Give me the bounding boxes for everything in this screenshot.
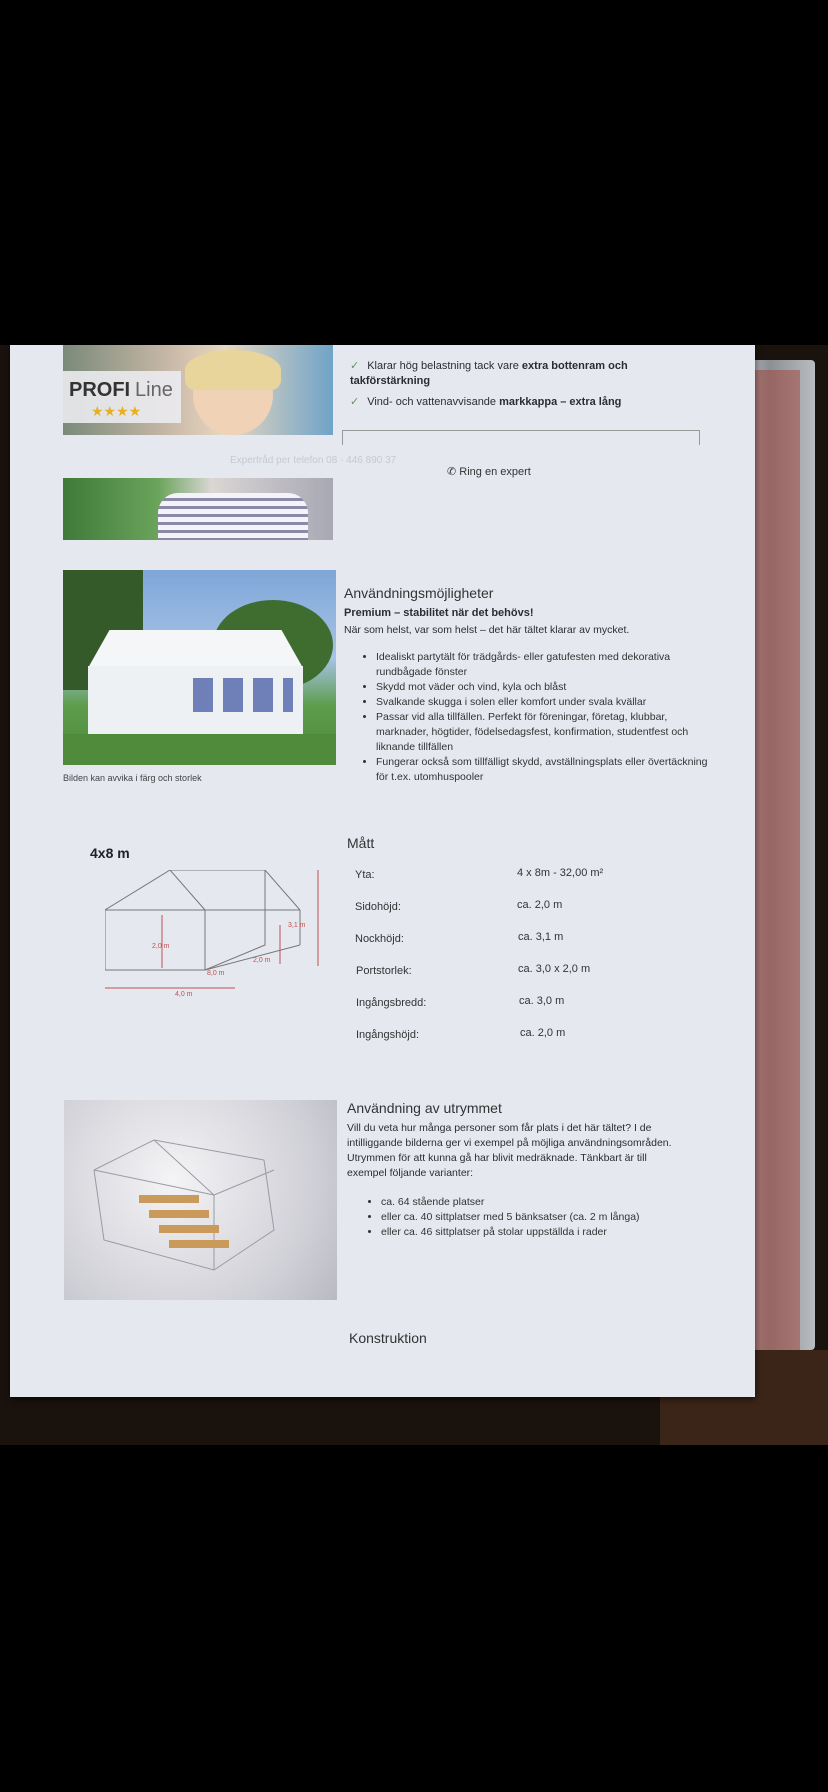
- profiline-badge: [63, 371, 181, 423]
- tent-wireframe: [64, 1100, 337, 1300]
- rating-stars: ★★★★: [91, 403, 142, 419]
- dimension-label: Ingångshöjd:: [356, 1029, 419, 1041]
- feature-bullet-1: [350, 359, 660, 389]
- striped-shirt-shape: [158, 493, 308, 540]
- list-item: • ca. 64 stående platser: [381, 1195, 701, 1210]
- usage-list: [360, 650, 711, 785]
- dimension-value: 4 x 8m - 32,00 m²: [517, 867, 604, 879]
- list-item: • eller ca. 46 sittplatser på stolar uppställda i rader: [381, 1225, 701, 1240]
- dimension-value: ca. 3,1 m: [518, 931, 564, 943]
- tent-windows: [193, 678, 293, 712]
- profiline-photo: [63, 345, 333, 435]
- dimension-value: ca. 2,0 m: [517, 899, 563, 911]
- list-item: • Svalkande skugga i solen eller komfort under svala kvällar: [376, 695, 711, 710]
- bullet-2-text: Vind- och vattenavvisande: [367, 396, 500, 408]
- grass-strip: [63, 734, 336, 765]
- expert-phone: Expertråd per telefon 08 - 446 890 37: [230, 455, 397, 466]
- diagram-label: 2,0 m: [253, 957, 271, 964]
- list-item: • Idealiskt partytält för trädgårds- eller gatufesten med dekorativa rundbågade fönster: [376, 650, 711, 680]
- document-page: [10, 345, 755, 1397]
- feature-bullet-2: [350, 395, 660, 410]
- space-usage-text: Vill du veta hur många personer som får plats i det här tältet? I de intilliggande bilderna ger vi exempel på möjliga användningsområden. Utrymmen för att kunna gå har blivit medräknade. Tänkbart är till exempel följande varianter:: [347, 1122, 672, 1179]
- tent-photo: [63, 570, 336, 765]
- tent-interior-render: [64, 1100, 337, 1300]
- list-item: • Skydd mot väder och vind, kyla och blåst: [376, 680, 711, 695]
- dimensions-title: Mått: [347, 835, 375, 851]
- dimension-label: Yta:: [355, 869, 375, 881]
- phone-icon: ✆: [447, 466, 457, 478]
- brand-light: Line: [135, 379, 173, 401]
- bullet-1-text: Klarar hög belastning tack vare: [367, 360, 522, 372]
- dimension-value: ca. 2,0 m: [520, 1027, 566, 1039]
- space-usage-title: Användning av utrymmet: [347, 1100, 502, 1116]
- diagram-label: 2,0 m: [152, 943, 170, 950]
- construction-heading: Konstruktion: [349, 1330, 427, 1346]
- usage-title: Användningsmöjligheter: [344, 585, 494, 601]
- woman-photo-bottom: [63, 478, 333, 540]
- photo-caption: Bilden kan avvika i färg och storlek: [63, 773, 202, 783]
- list-item: • Passar vid alla tillfällen. Perfekt för föreningar, företag, klubbar, marknader, högtider, födelsedagsfest, konfirmation, studentfest och liknande tillfällen: [376, 710, 711, 755]
- usage-intro: När som helst, var som helst – det här tältet klarar av mycket.: [344, 624, 630, 636]
- bullet-2-bold: markkappa – extra lång: [499, 396, 622, 408]
- dimension-label: Portstorlek:: [356, 965, 412, 977]
- dimension-value: ca. 3,0 x 2,0 m: [518, 963, 591, 975]
- dimension-label: Sidohöjd:: [355, 901, 401, 913]
- list-item: • eller ca. 40 sittplatser med 5 bänksatser (ca. 2 m långa): [381, 1210, 701, 1225]
- brand-bold: PROFI: [69, 379, 131, 401]
- check-icon: ✓: [350, 396, 360, 408]
- check-icon: ✓: [350, 360, 360, 372]
- tent-roof-shape: [88, 630, 303, 668]
- tent-size-label: 4x8 m: [90, 845, 130, 861]
- list-item: • Fungerar också som tillfälligt skydd, avställningsplats eller övertäckning för t.ex. utomhuspooler: [376, 755, 711, 785]
- bullet-1-bold: extra bottenram och takförstärkning: [350, 360, 628, 387]
- dimension-label: Nockhöjd:: [355, 933, 404, 945]
- ring-expert-label: Ring en expert: [459, 466, 531, 478]
- tent-dimension-diagram: [105, 870, 325, 1010]
- usage-subtitle: Premium – stabilitet när det behövs!: [344, 607, 534, 619]
- expert-divider: [342, 430, 700, 445]
- dimension-label: Ingångsbredd:: [356, 997, 427, 1009]
- space-usage-list: [365, 1195, 701, 1240]
- woman-hair-shape: [185, 350, 281, 390]
- dimension-value: ca. 3,0 m: [519, 995, 565, 1007]
- diagram-label: 3,1 m: [288, 922, 306, 929]
- ring-expert-link[interactable]: [447, 465, 531, 478]
- diagram-label: 4,0 m: [175, 991, 193, 998]
- diagram-label: 8,0 m: [207, 970, 225, 977]
